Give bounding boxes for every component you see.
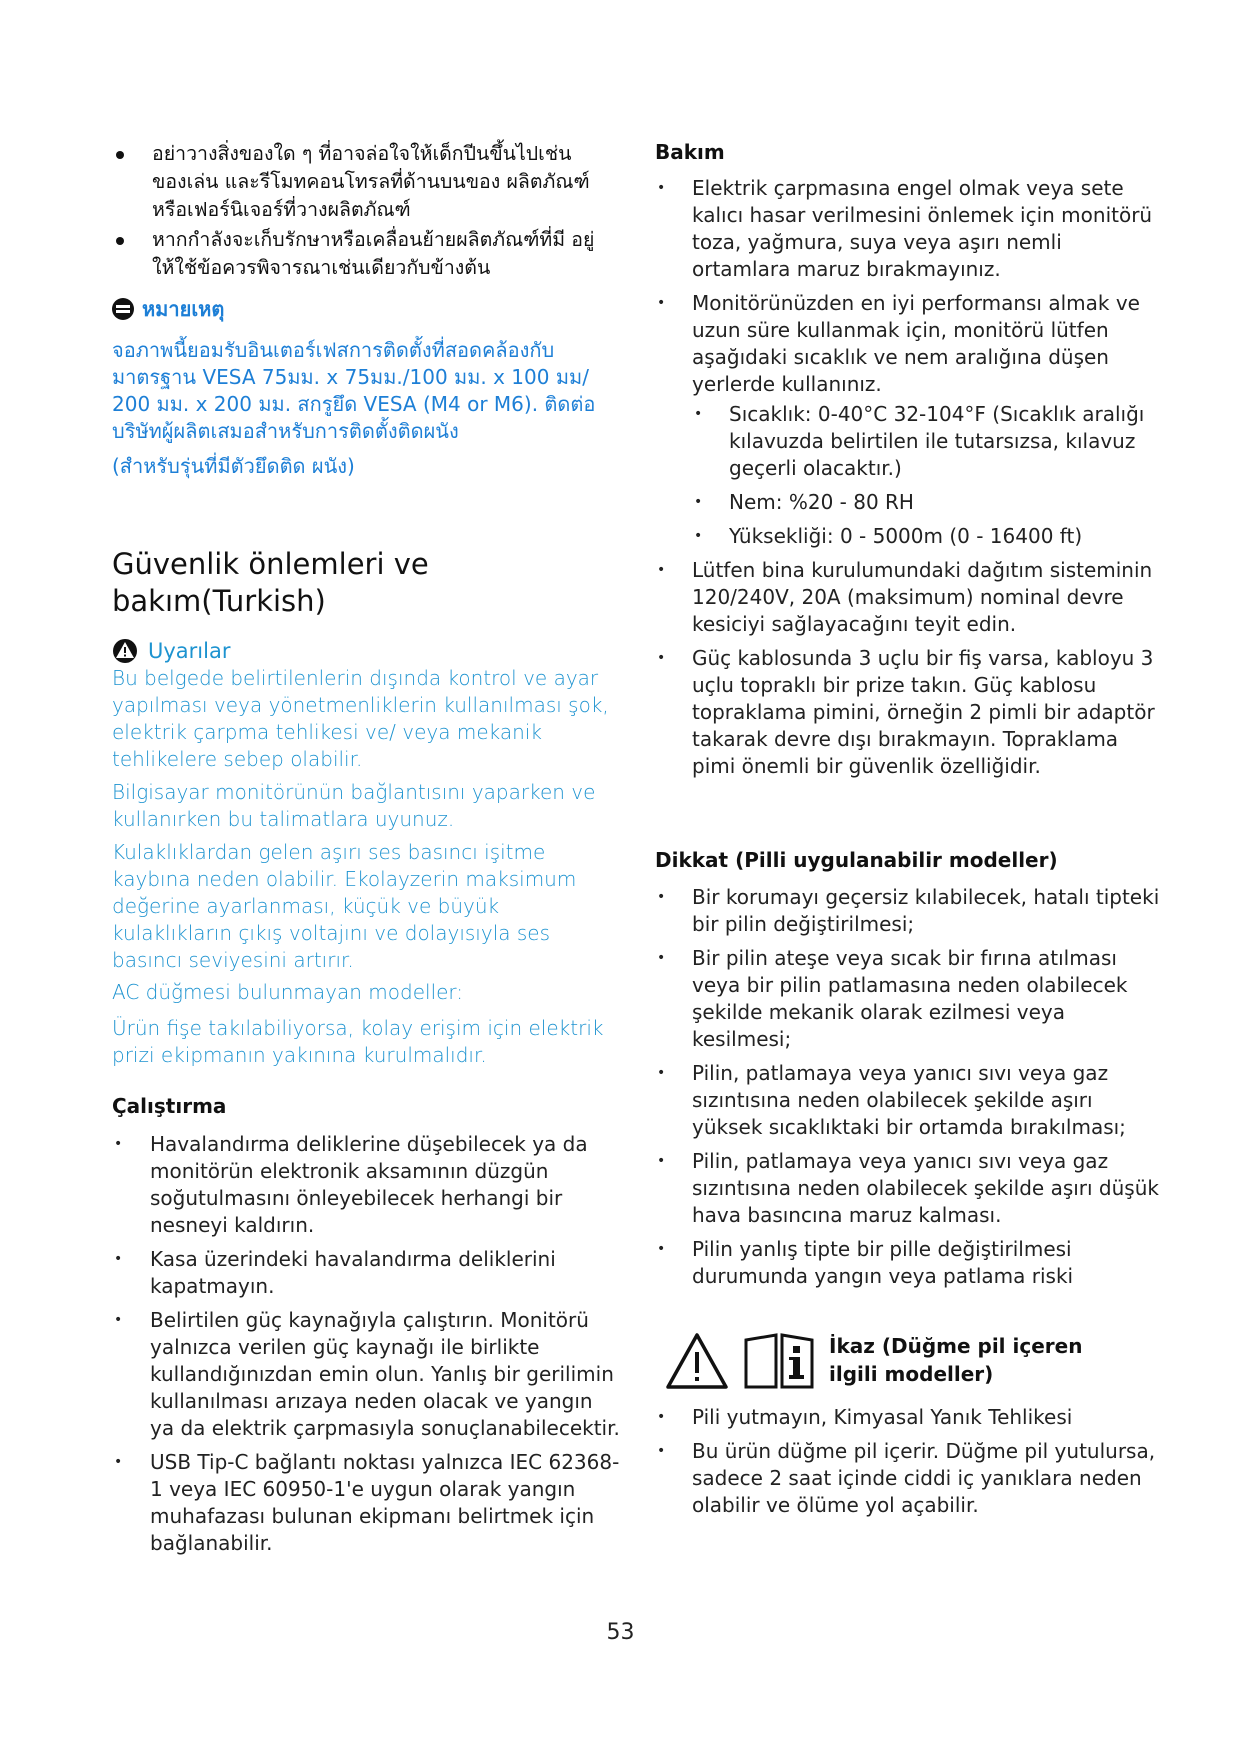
warning-icon: [112, 638, 138, 664]
warning-paragraph: AC düğmesi bulunmayan modeller:: [112, 980, 464, 1004]
list-item: • Belirtilen güç kaynağıyla çalıştırın. Monitörü yalnızca verilen güç kaynağı ile birlikte kullandığınızdan emin olun. Yanlış bir gerilimin kullanılması arızaya neden olacak ve yangın ya da elektrik çarpmasıyla sonuçlanabilecektir.: [114, 1308, 620, 1440]
warning-paragraph: Bu belgede belirtilenlerin dışında kontrol ve ayar yapılması veya yönetmenliklerin kullanılması şok, elektrik çarpma tehlikesi ve/ veya mekanik tehlikelere sebep olabilir.: [112, 666, 609, 771]
bullet-icon: •: [114, 1312, 123, 1328]
bullet-icon: •: [657, 295, 666, 311]
bullet-icon: •: [657, 1443, 666, 1459]
bullet-icon: •: [657, 889, 666, 905]
list-item: หากกำลังจะเก็บรักษาหรือเคลื่อนย้ายผลิตภัณฑ์ที่มี อยู่ ให้ใช้ข้อควรพิจารณาเช่นเดียวกับข้างต้น: [112, 226, 612, 282]
list-item: • Bir korumayı geçersiz kılabilecek, hatalı tipteki bir pilin değiştirilmesi;: [657, 885, 1160, 936]
operation-list: [112, 1131, 622, 1564]
page-number: 53: [606, 1620, 635, 1645]
list-item: • Havalandırma deliklerine düşebilecek ya da monitörün elektronik aksamının düzgün soğutulmasını önleyebilecek herhangi bir nesneyi kaldırın.: [114, 1132, 588, 1237]
note-extra: (สำหรับรุ่นที่มีตัวยึดติด ผนัง): [112, 454, 355, 478]
list-item: • Elektrik çarpmasına engel olmak veya sete kalıcı hasar verilmesini önlemek için monitörü toza, yağmura, suya veya aşırı nemli ortamlara maruz bırakmayınız.: [657, 176, 1153, 281]
note-text: จอภาพนี้ยอมรับอินเตอร์เฟสการติดตั้งที่สอดคล้องกับ มาตรฐาน VESA 75มม. x 75มม./100 มม. x 100 มม/ 200 มม. x 200 มม. สกรูยึด VESA (M4 or M6). ติดต่อ บริษัทผู้ผลิตเสมอสำหรับการติดตั้งติดผนัง: [112, 338, 596, 443]
ikaz-heading: [665, 1332, 1129, 1390]
bullet-icon: •: [657, 180, 666, 196]
warning-triangle-icon: [665, 1332, 729, 1390]
bullet-icon: •: [694, 406, 703, 422]
section-title: Güvenlik önlemleri ve bakım(Turkish): [112, 547, 429, 618]
list-item: • Lütfen bina kurulumundaki dağıtım sisteminin 120/240V, 20A (maksimum) nominal devre kesiciyi sağlayacağını teyit edin.: [657, 558, 1153, 636]
maintenance-heading: Bakım: [655, 140, 725, 164]
list-item: • Bir pilin ateşe veya sıcak bir fırına atılması veya bir pilin patlamasına neden olabilecek şekilde mekanik olarak ezilmesi veya kesilmesi;: [657, 946, 1128, 1051]
bullet-icon: [116, 237, 124, 245]
list-item: • Bu ürün düğme pil içerir. Düğme pil yutulursa, sadece 2 saat içinde ciddi iç yanıklara neden olabilir ve ölüme yol açabilir.: [657, 1439, 1156, 1517]
ikaz-list: [655, 1404, 1165, 1526]
list-item: • Pilin, patlamaya veya yanıcı sıvı veya gaz sızıntısına neden olabilecek şekilde aşırı yüksek sıcaklıktaki bir ortamda bırakılması;: [657, 1061, 1126, 1139]
manual-info-icon: [743, 1332, 815, 1390]
bullet-icon: •: [694, 528, 703, 544]
thai-bullet-list: [112, 140, 612, 284]
list-item: • Nem: %20 - 80 RH: [694, 490, 914, 514]
bullet-icon: •: [114, 1251, 123, 1267]
list-item: • USB Tip-C bağlantı noktası yalnızca IEC 62368-1 veya IEC 60950-1'e uygun olarak yangın muhafazası bulunan ekipmanı belirtmek için bağlanabilir.: [114, 1450, 620, 1555]
list-item: • Pilin, patlamaya veya yanıcı sıvı veya gaz sızıntısına neden olabilecek şekilde aşırı düşük hava basıncına maruz kalması.: [657, 1149, 1159, 1227]
ikaz-title: İkaz (Düğme pil içeren ilgili modeller): [829, 1334, 1083, 1386]
bullet-icon: •: [657, 650, 666, 666]
bullet-icon: •: [657, 950, 666, 966]
list-item: • Kasa üzerindeki havalandırma deliklerini kapatmayın.: [114, 1247, 556, 1298]
note-heading: หมายเหตุ: [112, 293, 224, 325]
maintenance-list: [655, 175, 1165, 787]
bullet-icon: •: [657, 1065, 666, 1081]
caution-list: [655, 884, 1165, 1297]
list-item: • Sıcaklık: 0-40°C 32-104°F (Sıcaklık aralığı kılavuzda belirtilen ile tutarsızsa, kılavuz geçerli olacaktır.): [694, 402, 1145, 480]
conditions-sublist: [692, 401, 1165, 550]
bullet-icon: •: [694, 494, 703, 510]
bullet-icon: [116, 151, 124, 159]
operation-heading: Çalıştırma: [112, 1094, 227, 1118]
list-item: • Monitörünüzden en iyi performansı almak ve uzun süre kullanmak için, monitörü lütfen aşağıdaki sıcaklık ve nem aralığına düşen yerlerde kullanınız. • Sıcaklık: 0-40°C 32-104°F (Sıcaklık aralığı kılavuzda belirtilen ile tutarsızsa, kılavuz geçerli olacaktır.) • Nem: %20 - 80 RH • Yüksekliği: 0 - 5000m (0 - 16400 ft): [655, 290, 1165, 550]
warnings-heading: Uyarılar: [112, 638, 230, 664]
list-item: • Yüksekliği: 0 - 5000m (0 - 16400 ft): [694, 524, 1083, 548]
warning-paragraph: Kulaklıklardan gelen aşırı ses basıncı işitme kaybına neden olabilir. Ekolayzerin maksimum değerine ayarlanması, küçük ve büyük kulaklıkların çıkış voltajını ve dolayısıyla ses basıncı seviyesini artırır.: [112, 840, 577, 972]
note-icon: [112, 298, 134, 320]
bullet-icon: •: [114, 1454, 123, 1470]
list-item: • Pili yutmayın, Kimyasal Yanık Tehlikesi: [657, 1405, 1073, 1429]
warning-paragraph: Ürün fişe takılabiliyorsa, kolay erişim için elektrik prizi ekipmanın yakınına kurulmalıdır.: [112, 1016, 604, 1067]
list-item: • Güç kablosunda 3 uçlu bir fiş varsa, kabloyu 3 uçlu topraklı bir prize takın. Güç kablosu topraklama pimini, örneğin 2 pimli bir adaptör takarak devre dışı bırakmayın. Topraklama pimi önemli bir güvenlik özelliğidir.: [657, 646, 1155, 778]
bullet-icon: •: [657, 1409, 666, 1425]
bullet-icon: •: [657, 562, 666, 578]
caution-heading: Dikkat (Pilli uygulanabilir modeller): [655, 848, 1058, 872]
list-item: อย่าวางสิ่งของใด ๆ ที่อาจล่อใจให้เด็กปีนขึ้นไปเช่น ของเล่น และรีโมทคอนโทรลที่ด้านบนของ ผลิตภัณฑ์หรือเฟอร์นิเจอร์ที่วางผลิตภัณฑ์: [112, 140, 612, 224]
bullet-icon: •: [657, 1153, 666, 1169]
list-item: • Pilin yanlış tipte bir pille değiştirilmesi durumunda yangın veya patlama riski: [657, 1237, 1074, 1288]
bullet-icon: •: [657, 1241, 666, 1257]
bullet-icon: •: [114, 1136, 123, 1152]
warning-paragraph: Bilgisayar monitörünün bağlantısını yaparken ve kullanırken bu talimatlara uyunuz.: [112, 780, 596, 831]
